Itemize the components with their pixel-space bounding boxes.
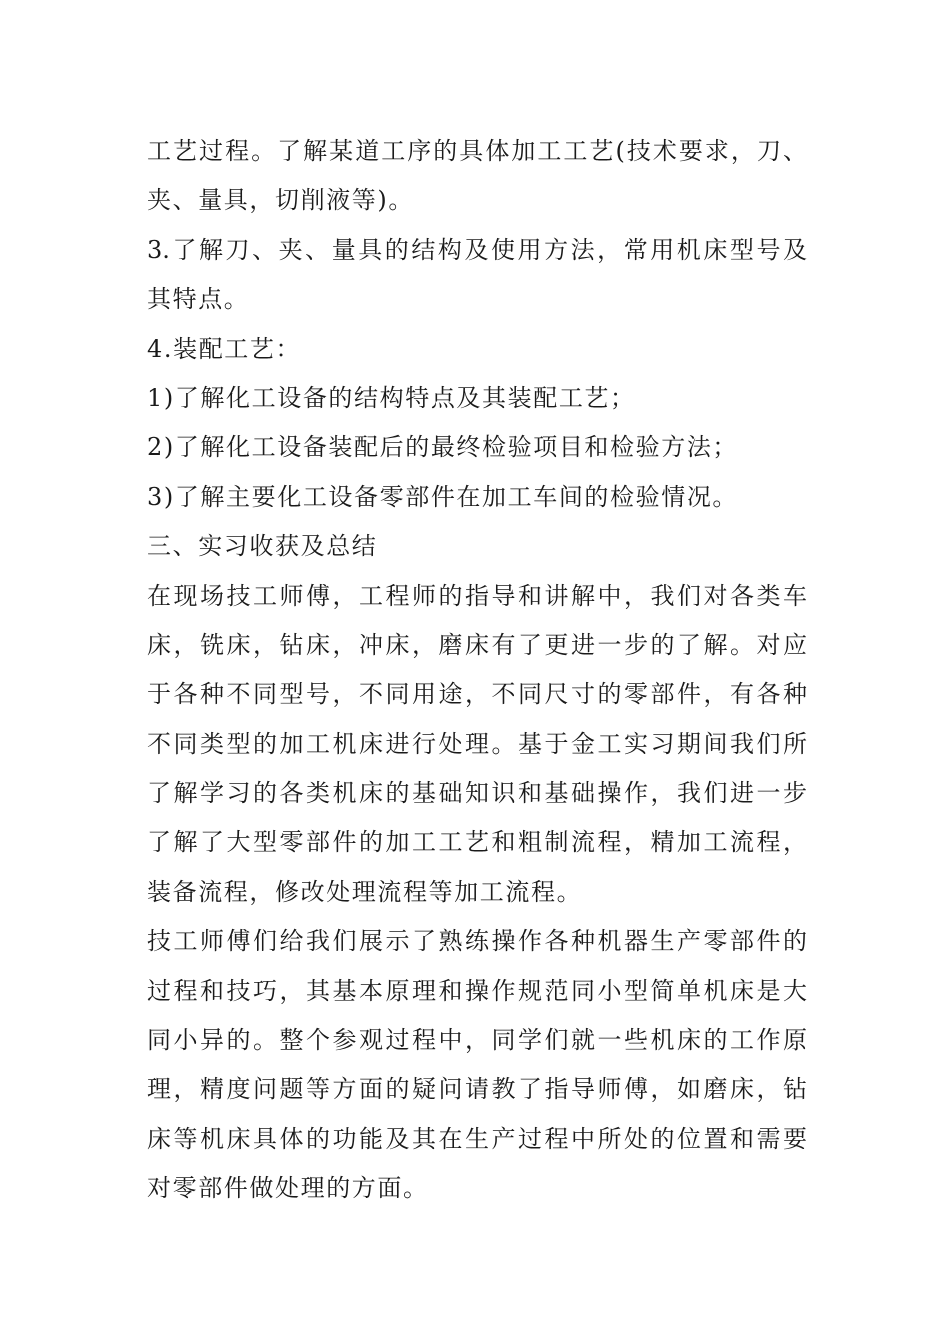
- text-line: 对零部件做处理的方面。: [147, 1174, 429, 1203]
- text-line: 同小异的。整个参观过程中，同学们就一些机床的工作原: [147, 1026, 807, 1055]
- text-line: 2)了解化工设备装配后的最终检验项目和检验方法；: [147, 433, 739, 462]
- text-line: 夹、量具，切削液等)。: [147, 186, 414, 215]
- text-line: 工艺过程。了解某道工序的具体加工工艺(技术要求，刀、: [147, 137, 807, 165]
- text-line: 4.装配工艺：: [147, 334, 302, 363]
- text-line: 其特点。: [147, 285, 250, 314]
- text-line: 3)了解主要化工设备零部件在加工车间的检验情况。: [147, 482, 739, 511]
- text-line: 理，精度问题等方面的疑问请教了指导师傅，如磨床，钻: [147, 1075, 807, 1104]
- section-heading: 三、实习收获及总结: [147, 532, 378, 561]
- text-line: 于各种不同型号，不同用途，不同尺寸的零部件，有各种: [147, 680, 807, 709]
- document-body: [147, 127, 807, 1214]
- text-line: 装备流程，修改处理流程等加工流程。: [147, 877, 583, 906]
- text-line: 床等机床具体的功能及其在生产过程中所处的位置和需要: [147, 1124, 807, 1153]
- text-line: 技工师傅们给我们展示了熟练操作各种机器生产零部件的: [147, 927, 807, 956]
- text-line: 了解了大型零部件的加工工艺和粗制流程，精加工流程，: [147, 828, 807, 857]
- text-line: 在现场技工师傅，工程师的指导和讲解中，我们对各类车: [147, 581, 807, 610]
- text-line: 不同类型的加工机床进行处理。基于金工实习期间我们所: [147, 729, 807, 758]
- text-line: 过程和技巧，其基本原理和操作规范同小型简单机床是大: [147, 976, 807, 1005]
- text-line: 1)了解化工设备的结构特点及其装配工艺；: [147, 383, 636, 412]
- text-line: 了解学习的各类机床的基础知识和基础操作，我们进一步: [147, 779, 807, 808]
- text-line: 床，铣床，钻床，冲床，磨床有了更进一步的了解。对应: [147, 630, 807, 659]
- text-line: 3.了解刀、夹、量具的结构及使用方法，常用机床型号及: [147, 235, 807, 264]
